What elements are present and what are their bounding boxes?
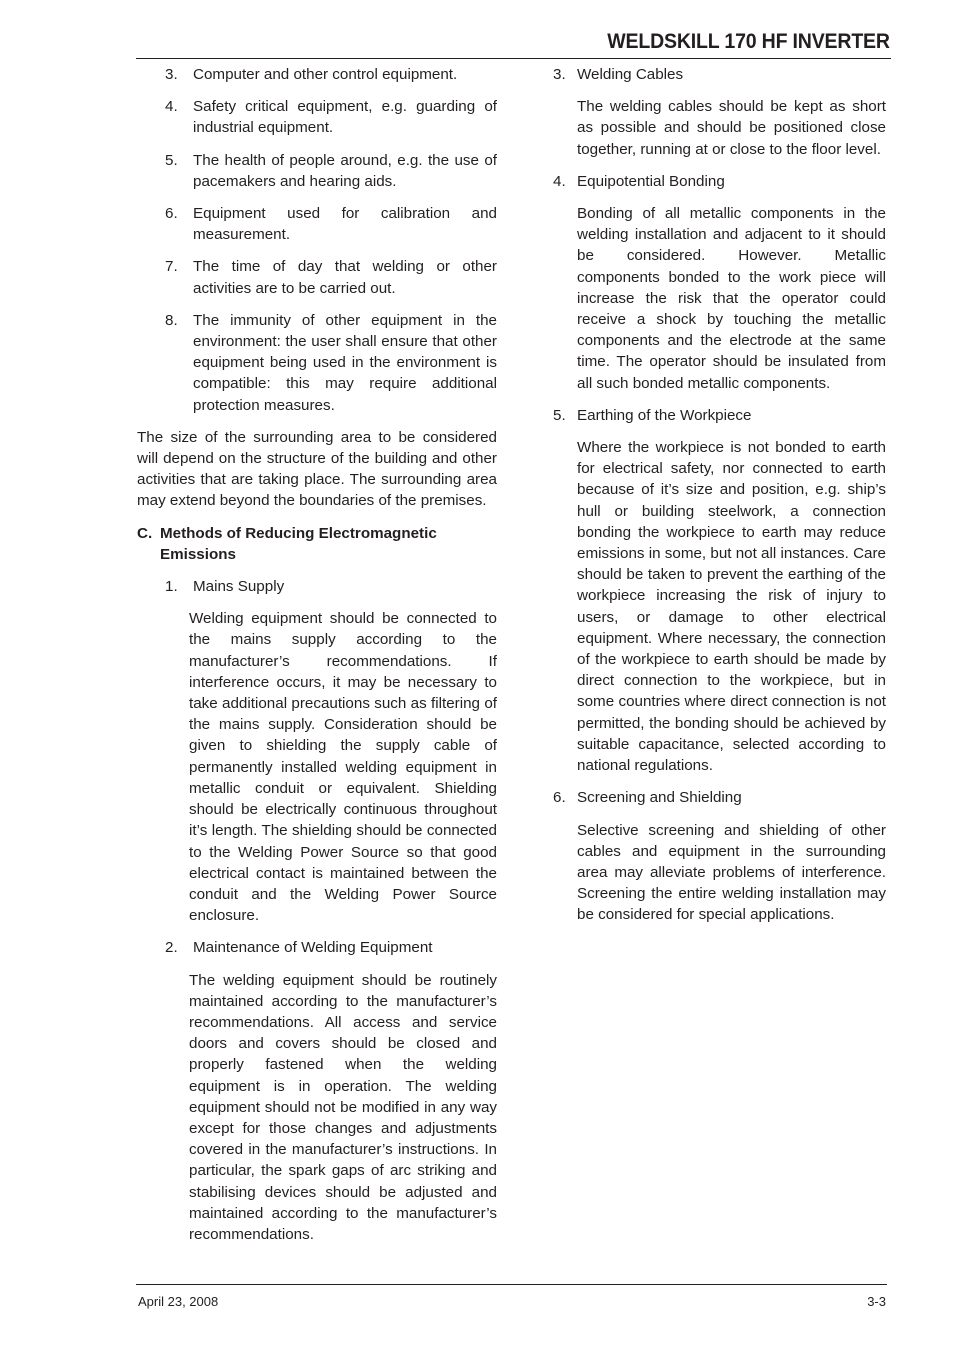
list-item-number: 5. [165, 151, 178, 169]
left-column [137, 64, 497, 1256]
method-body: Selective screening and shielding of other cables and equipment in the surrounding area may alleviate problems of interference. Screening the entire welding installation may be considered for special applications. [577, 821, 886, 924]
method-title: Maintenance of Welding Equipment [193, 939, 433, 957]
method-item [553, 787, 886, 808]
list-item [137, 310, 497, 416]
method-body: The welding cables should be kept as short as possible and should be positioned close together, running at or close to the floor level. [577, 98, 886, 158]
method-title: Welding Cables [577, 66, 684, 83]
method-number: 3. [553, 66, 566, 83]
surrounding-area-paragraph: The size of the surrounding area to be considered will depend on the structure of the building and other activities that are taking place. The surrounding area may extend beyond the boundaries of the premises. [137, 428, 497, 510]
method-item [553, 64, 886, 85]
list-item-text: Computer and other control equipment. [193, 66, 458, 83]
method-title: Equipotential Bonding [577, 172, 725, 190]
list-item-number: 3. [165, 66, 178, 83]
list-item [137, 256, 497, 298]
method-body: The welding equipment should be routinely maintained according to the manufacturer’s recommendations. All access and service doors and covers should be closed and properly fastened when the welding equipment is in operation. The welding equipment should not be modified in any way except for those changes and adjustments covered in the manufacturer’s instructions. In particular, the spark gaps of arc striking and stabilising devices should be adjusted and maintained according to the manufacturer’s recommendations. [189, 971, 497, 1243]
section-heading-text: Methods of Reducing Electromagnetic Emissions [160, 524, 437, 563]
list-item-text: Equipment used for calibration and measurement. [193, 205, 497, 244]
list-item [137, 96, 497, 138]
list-item-text: The health of people around, e.g. the use of pacemakers and hearing aids. [193, 151, 497, 190]
footer-date: April 23, 2008 [138, 1294, 219, 1309]
method-title: Mains Supply [193, 578, 285, 596]
list-item [137, 203, 497, 245]
method-number: 5. [553, 406, 566, 424]
method-number: 4. [553, 172, 566, 190]
method-number: 6. [553, 789, 566, 807]
footer-divider [136, 1284, 887, 1285]
list-item-number: 4. [165, 98, 178, 116]
list-item [137, 64, 497, 85]
section-letter: C. [137, 524, 153, 542]
method-title: Earthing of the Workpiece [577, 406, 752, 424]
header-divider [136, 58, 891, 59]
method-number: 1. [165, 578, 178, 596]
list-item [137, 150, 497, 192]
list-item-text: Safety critical equipment, e.g. guarding of industrial equipment. [193, 98, 497, 137]
method-item [553, 171, 886, 192]
list-item-number: 6. [165, 205, 178, 223]
page-number: 3-3 [867, 1294, 886, 1309]
method-number: 2. [165, 939, 178, 957]
method-item [137, 937, 497, 958]
document-title: WELDSKILL 170 HF INVERTER [607, 30, 890, 53]
list-item-number: 7. [165, 258, 178, 276]
list-item-text: The time of day that welding or other activities are to be carried out. [193, 258, 497, 297]
right-column [553, 64, 886, 937]
section-heading [137, 523, 497, 565]
method-body: Where the workpiece is not bonded to earth for electrical safety, nor connected to earth because of it’s size and position, e.g. ship’s hull or building steelwork, a connection bonding the workpiece to earth may reduce emissions in some, but not all instances. Care should be taken to prevent the earthing of the workpiece increasing the risk of injury to users, or damage to other electrical equipment. Where necessary, the connection of the workpiece to earth should be made by direct connection to the workpiece, but in some countries where direct connection is not permitted, the bonding should be achieved by suitable capacitance, selected according to national regulations. [577, 439, 886, 775]
method-title: Screening and Shielding [577, 789, 742, 807]
method-item [553, 405, 886, 426]
list-item-number: 8. [165, 311, 178, 329]
list-item-text: The immunity of other equipment in the environment: the user shall ensure that other equipment being used in the environment is compatible: this may require additional protection measures. [193, 311, 497, 414]
method-body: Welding equipment should be connected to the mains supply according to the manufacturer’s recommendations. If interference occurs, it may be necessary to take additional precautions such as filtering of the mains supply. Consideration should be given to shielding the supply cable of permanently installed welding equipment in metallic conduit or equivalent. Shielding should be electrically continuous throughout it’s length. The shielding should be connected to the Welding Power Source so that good electrical contact is maintained between the conduit and the Welding Power Source enclosure. [189, 610, 497, 925]
method-item [137, 576, 497, 597]
method-body: Bonding of all metallic components in the welding installation and adjacent to it should be considered. However. Metallic components bonded to the work piece will increase the risk that the operator could receive a shock by touching the metallic components and the electrode at the same time. The operator should be insulated from all such bonded metallic components. [577, 205, 886, 392]
